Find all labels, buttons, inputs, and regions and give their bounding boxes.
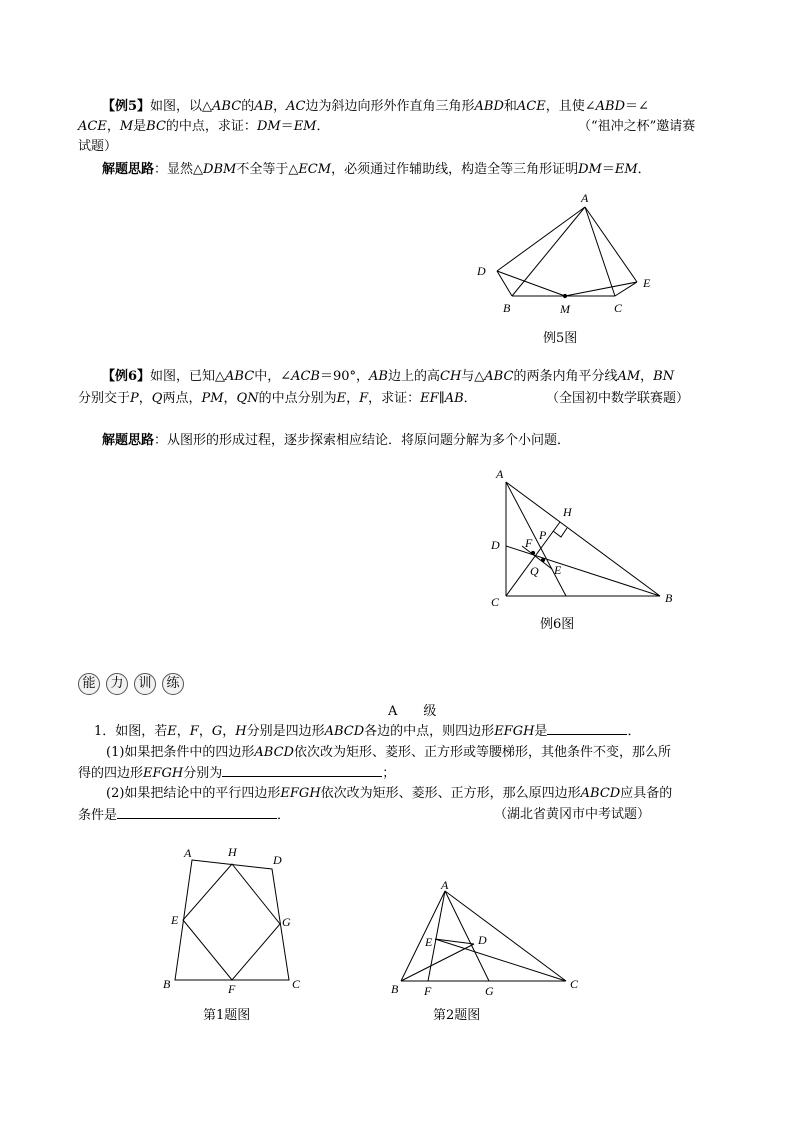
label-h: H	[563, 505, 572, 519]
hint-label: 解题思路	[102, 162, 155, 177]
t: H	[235, 724, 247, 739]
t: EM	[293, 119, 317, 134]
ex6-caption: 例6图	[540, 617, 575, 632]
t: 如图，已知△	[150, 369, 226, 384]
seg-ac	[585, 207, 615, 296]
t: ＝90°，	[319, 369, 370, 384]
seg-ae	[585, 207, 637, 282]
tag-1: 能	[78, 673, 100, 695]
label-f: F	[424, 984, 432, 998]
t: ABD	[595, 99, 626, 114]
t: DM	[256, 119, 281, 134]
t: ，	[198, 724, 212, 739]
ex6-label: 【例6】	[102, 369, 151, 384]
q1-source: （湖北省黄冈市中考试题）	[494, 807, 651, 822]
t: CH	[440, 369, 462, 384]
label-d: D	[478, 933, 487, 947]
hint-label: 解题思路	[102, 433, 155, 448]
t: AC	[286, 99, 306, 114]
t: ABC	[212, 99, 242, 114]
t: ．	[463, 391, 477, 406]
t: ACE	[516, 99, 546, 114]
t: BC	[146, 119, 166, 134]
t: ．	[637, 162, 651, 177]
t: 分别是四边形	[246, 724, 325, 739]
t: 的	[241, 99, 255, 114]
t: ，	[222, 724, 236, 739]
t: 是	[133, 119, 147, 134]
tag-3: 训	[134, 673, 156, 695]
label-a: A	[496, 467, 504, 481]
t: ACE	[78, 119, 107, 134]
t: EFGH	[494, 724, 535, 739]
t: AB	[444, 391, 464, 406]
tag-2: 力	[106, 673, 128, 695]
t: QN	[236, 391, 259, 406]
label-e: E	[554, 563, 562, 577]
t: EFGH	[280, 786, 321, 801]
seg-ab	[401, 891, 445, 981]
ex5-label: 【例5】	[102, 99, 151, 114]
t: ＝	[601, 162, 615, 177]
t: 中，∠	[254, 369, 292, 384]
t: ACB	[291, 369, 320, 384]
label-b: B	[163, 977, 171, 991]
quad-abcd	[175, 860, 289, 980]
t: 分别为	[183, 766, 223, 781]
t: ．	[277, 808, 291, 823]
label-m: M	[560, 302, 570, 316]
t: EM	[614, 162, 638, 177]
t: DM	[578, 162, 602, 177]
t: 分别交于	[78, 391, 131, 406]
t: ，且使∠	[545, 99, 596, 114]
t: AM	[617, 369, 641, 384]
t: ，	[106, 119, 120, 134]
t: ．	[627, 724, 641, 739]
t: M	[119, 119, 134, 134]
t: 的中点，求证：	[165, 119, 257, 134]
t: F	[189, 724, 199, 739]
t: Q	[151, 391, 163, 406]
label-a: A	[184, 846, 192, 860]
seg-ec	[435, 939, 566, 981]
t: G	[211, 724, 223, 739]
t: ABC	[225, 369, 255, 384]
t: 各边的中点，则四边形	[364, 724, 495, 739]
t: 依次改为矩形、菱形、正方形，那么原四边形	[320, 786, 581, 801]
t: 是	[534, 724, 548, 739]
t: (1)如果把条件中的四边形	[106, 745, 255, 760]
seg-am	[506, 482, 566, 596]
ex5-source: （“祖冲之杯”邀请赛	[578, 119, 696, 134]
t: P	[130, 391, 139, 406]
fig2-caption: 第2题图	[433, 1008, 481, 1023]
seg-db	[401, 944, 474, 981]
t: ABCD	[580, 786, 621, 801]
label-e: E	[425, 935, 433, 949]
label-e: E	[171, 913, 179, 927]
ex5-caption: 例5图	[543, 331, 578, 346]
t: E	[167, 724, 177, 739]
t: ，	[176, 724, 190, 739]
quad-efgh	[183, 864, 280, 980]
label-a: A	[441, 878, 449, 892]
t: ABCD	[254, 745, 294, 760]
t: 的中点分别为	[258, 391, 337, 406]
point-m	[563, 294, 566, 297]
t: ．	[316, 119, 330, 134]
t: ∥	[438, 391, 445, 406]
t: PM	[201, 391, 224, 406]
t: EF	[420, 391, 439, 406]
t: 得的四边形	[78, 766, 144, 781]
t: 与△	[461, 369, 485, 384]
t: 两点，	[162, 391, 202, 406]
label-g: G	[282, 915, 291, 929]
label-p: P	[539, 528, 547, 542]
t: E	[336, 391, 347, 406]
t: ：从图形的形成过程，逐步探索相应结论．将原问题分解为多个小问题．	[154, 433, 571, 448]
label-q: Q	[530, 564, 539, 578]
label-b: B	[665, 591, 673, 605]
t: F	[359, 391, 369, 406]
point-q	[541, 558, 544, 561]
t: BN	[653, 369, 675, 384]
fig-q1	[175, 860, 289, 980]
label-b: B	[503, 301, 511, 315]
label-c: C	[292, 977, 301, 991]
fig-q2-labels	[391, 878, 579, 998]
label-g: G	[485, 984, 494, 998]
t: ，	[223, 391, 237, 406]
t: AB	[369, 369, 388, 384]
t: EFGH	[143, 766, 184, 781]
t: ABD	[474, 99, 504, 114]
t: ，求证：	[368, 391, 421, 406]
tag-4: 练	[162, 673, 184, 695]
level-heading: A 级	[388, 704, 437, 719]
t: 条件是	[78, 808, 118, 823]
t: 不全等于△	[236, 162, 299, 177]
t: ，	[138, 391, 152, 406]
t: ＝	[280, 119, 294, 134]
t: 依次改为矩形、菱形、正方形或等腰梯形，其他条件不变，那么所	[293, 745, 671, 760]
label-d: D	[491, 538, 500, 552]
seg-dm	[497, 271, 565, 296]
t: 的两条内角平分线	[513, 369, 618, 384]
seg-ac	[445, 891, 566, 981]
label-e: E	[643, 276, 651, 290]
label-c: C	[570, 977, 579, 991]
t: ，	[273, 99, 287, 114]
fig-ex5	[497, 207, 637, 298]
ex5-line-3: 试题）	[78, 139, 118, 154]
t: 边为斜边向形外作直角三角形	[305, 99, 475, 114]
t: ABCD	[324, 724, 365, 739]
label-c: C	[491, 595, 500, 609]
t: (2)如果把结论中的平行四边形	[106, 786, 281, 801]
t: ：显然△	[154, 162, 204, 177]
t: 边上的高	[387, 369, 440, 384]
label-d: D	[477, 264, 486, 278]
label-c: C	[614, 301, 623, 315]
t: ，必须通过作辅助线，构造全等三角形证明	[331, 162, 579, 177]
label-f: F	[525, 536, 533, 550]
seg-ed	[435, 939, 474, 944]
point-p	[531, 551, 534, 554]
fig1-caption: 第1题图	[203, 1008, 251, 1023]
label-h: H	[228, 845, 237, 859]
t: 1．如图，若	[94, 724, 168, 739]
t: AB	[254, 99, 274, 114]
t: 和	[503, 99, 517, 114]
seg-ba	[512, 207, 585, 296]
ex6-source: （全国初中数学联赛题）	[546, 391, 690, 406]
label-b: B	[391, 982, 399, 996]
t: ；	[382, 766, 396, 781]
t: ，	[346, 391, 360, 406]
seg-db	[497, 271, 512, 296]
label-a: A	[581, 191, 589, 205]
t: 应具备的	[620, 786, 673, 801]
t: ＝∠	[625, 99, 649, 114]
t: ABC	[484, 369, 514, 384]
label-d: D	[273, 853, 282, 867]
label-f: F	[228, 982, 236, 996]
t: ECM	[298, 162, 332, 177]
t: ，	[640, 369, 654, 384]
t: DBM	[203, 162, 237, 177]
t: 如图，以△	[150, 99, 213, 114]
